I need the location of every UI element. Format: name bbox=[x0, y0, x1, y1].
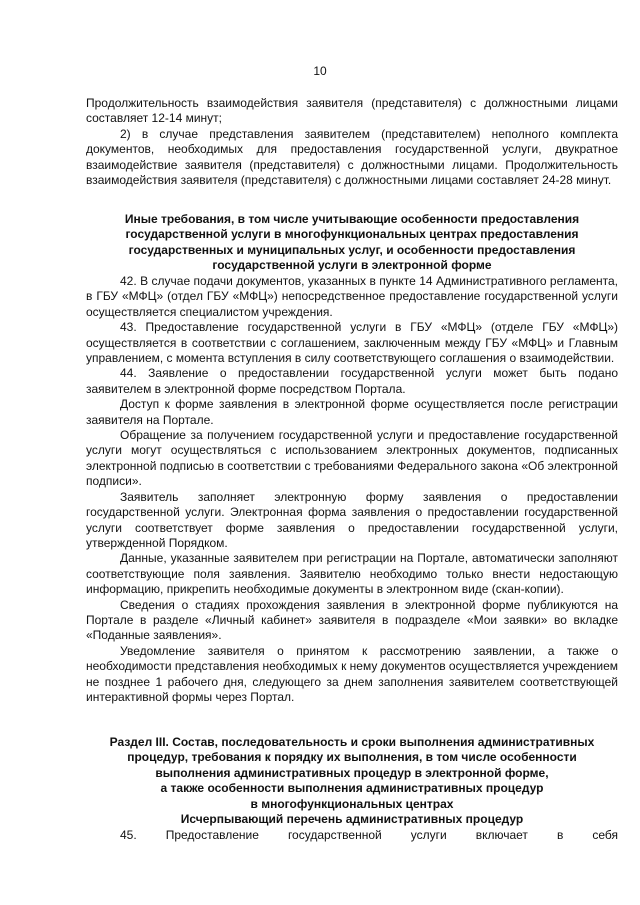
heading-line: в многофункциональных центрах bbox=[250, 796, 454, 811]
heading-line: процедур, требования к порядку их выполнения, в том числе особенности bbox=[127, 750, 577, 765]
heading-line: государственной услуги в электронной форме bbox=[212, 258, 492, 273]
paragraph: Обращение за получением государственной услуги и предоставление государственной услуги могут осуществляться с использованием электронных документов, подписанных электронной подписью в соответствии с требованиями Федерального закона «Об электронной подписи». bbox=[86, 428, 618, 489]
paragraph-45: 45. Предоставление государственной услуги включает в себя bbox=[120, 828, 618, 842]
heading-line: а также особенности выполнения административных процедур bbox=[160, 781, 544, 796]
paragraph: Заявитель заполняет электронную форму заявления о предоставлении государственной услуги. Электронная форма заявления о предоставлении государственной услуги соответствует форме заявления о предоставлении государственной услуги, утвержденной Порядком. bbox=[86, 489, 618, 550]
subsection-heading-procedures-list bbox=[86, 812, 618, 827]
paragraph: Доступ к форме заявления в электронной форме осуществляется после регистрации заявителя на Портале. bbox=[86, 397, 618, 427]
section-heading-other-requirements bbox=[86, 212, 618, 274]
paragraph-block-2 bbox=[86, 274, 618, 705]
paragraph: Данные, указанные заявителем при регистрации на Портале, автоматически заполняют соответствующие поля заявления. Заявителю необходимо только внести недостающую информацию, прикрепить необходимые документы в электронном виде (скан-копии). bbox=[86, 551, 618, 597]
paragraph-42: 42. В случае подачи документов, указанных в пункте 14 Административного регламента, в ГБУ «МФЦ» (отдел ГБУ «МФЦ») непосредственное предоставление государственной услуги осуществляется специалистом учреждения. bbox=[86, 274, 618, 319]
paragraph: Продолжительность взаимодействия заявителя (представителя) с должностными лицами составляет 12-14 минут; bbox=[86, 96, 618, 126]
paragraph-block-3 bbox=[86, 828, 618, 843]
paragraph-44: 44. Заявление о предоставлении государственной услуги может быть подано заявителем в электронной форме посредством Портала. bbox=[86, 366, 618, 396]
heading-line: Иные требования, в том числе учитывающие особенности предоставления bbox=[124, 212, 580, 226]
paragraph: Сведения о стадиях прохождения заявления в электронной форме публикуются на Портале в разделе «Личный кабинет» заявителя в подразделе «Мои заявки» во вкладке «Поданные заявления». bbox=[86, 597, 618, 643]
paragraph: 2) в случае представления заявителем (представителем) неполного комплекта документов, необходимых для предоставления государственной услуги, двукратное взаимодействие заявителя (представителя) с должностными лицами. Продолжительность взаимодействия заявителя (представителя) с должностными лицами составляет 24-28 минут. bbox=[86, 126, 618, 188]
page-number: 10 bbox=[313, 64, 327, 78]
heading-line: Раздел III. Состав, последовательность и сроки выполнения административных bbox=[109, 735, 595, 749]
paragraph-block-1 bbox=[86, 96, 618, 188]
paragraph: Уведомление заявителя о принятом к рассмотрению заявлении, а также о необходимости представления необходимых к нему документов осуществляется учреждением не позднее 1 рабочего дня, следующего за днем заполнения заявителем соответствующей интерактивной формы через Портал. bbox=[86, 643, 618, 704]
section-heading-section-iii bbox=[86, 735, 618, 812]
heading-line: Исчерпывающий перечень административных процедур bbox=[180, 812, 524, 826]
heading-line: государственной услуги в многофункциональных центрах предоставления bbox=[125, 227, 579, 242]
heading-line: государственных и муниципальных услуг, и особенности предоставления bbox=[128, 242, 576, 257]
heading-line: выполнения административных процедур в электронной форме, bbox=[155, 765, 549, 780]
paragraph-43: 43. Предоставление государственной услуги в ГБУ «МФЦ» (отделе ГБУ «МФЦ») осуществляется в соответствии с соглашением, заключенным между ГБУ «МФЦ» и Главным управлением, с момента вступления в силу соответствующего соглашения о взаимодействии. bbox=[86, 320, 618, 366]
